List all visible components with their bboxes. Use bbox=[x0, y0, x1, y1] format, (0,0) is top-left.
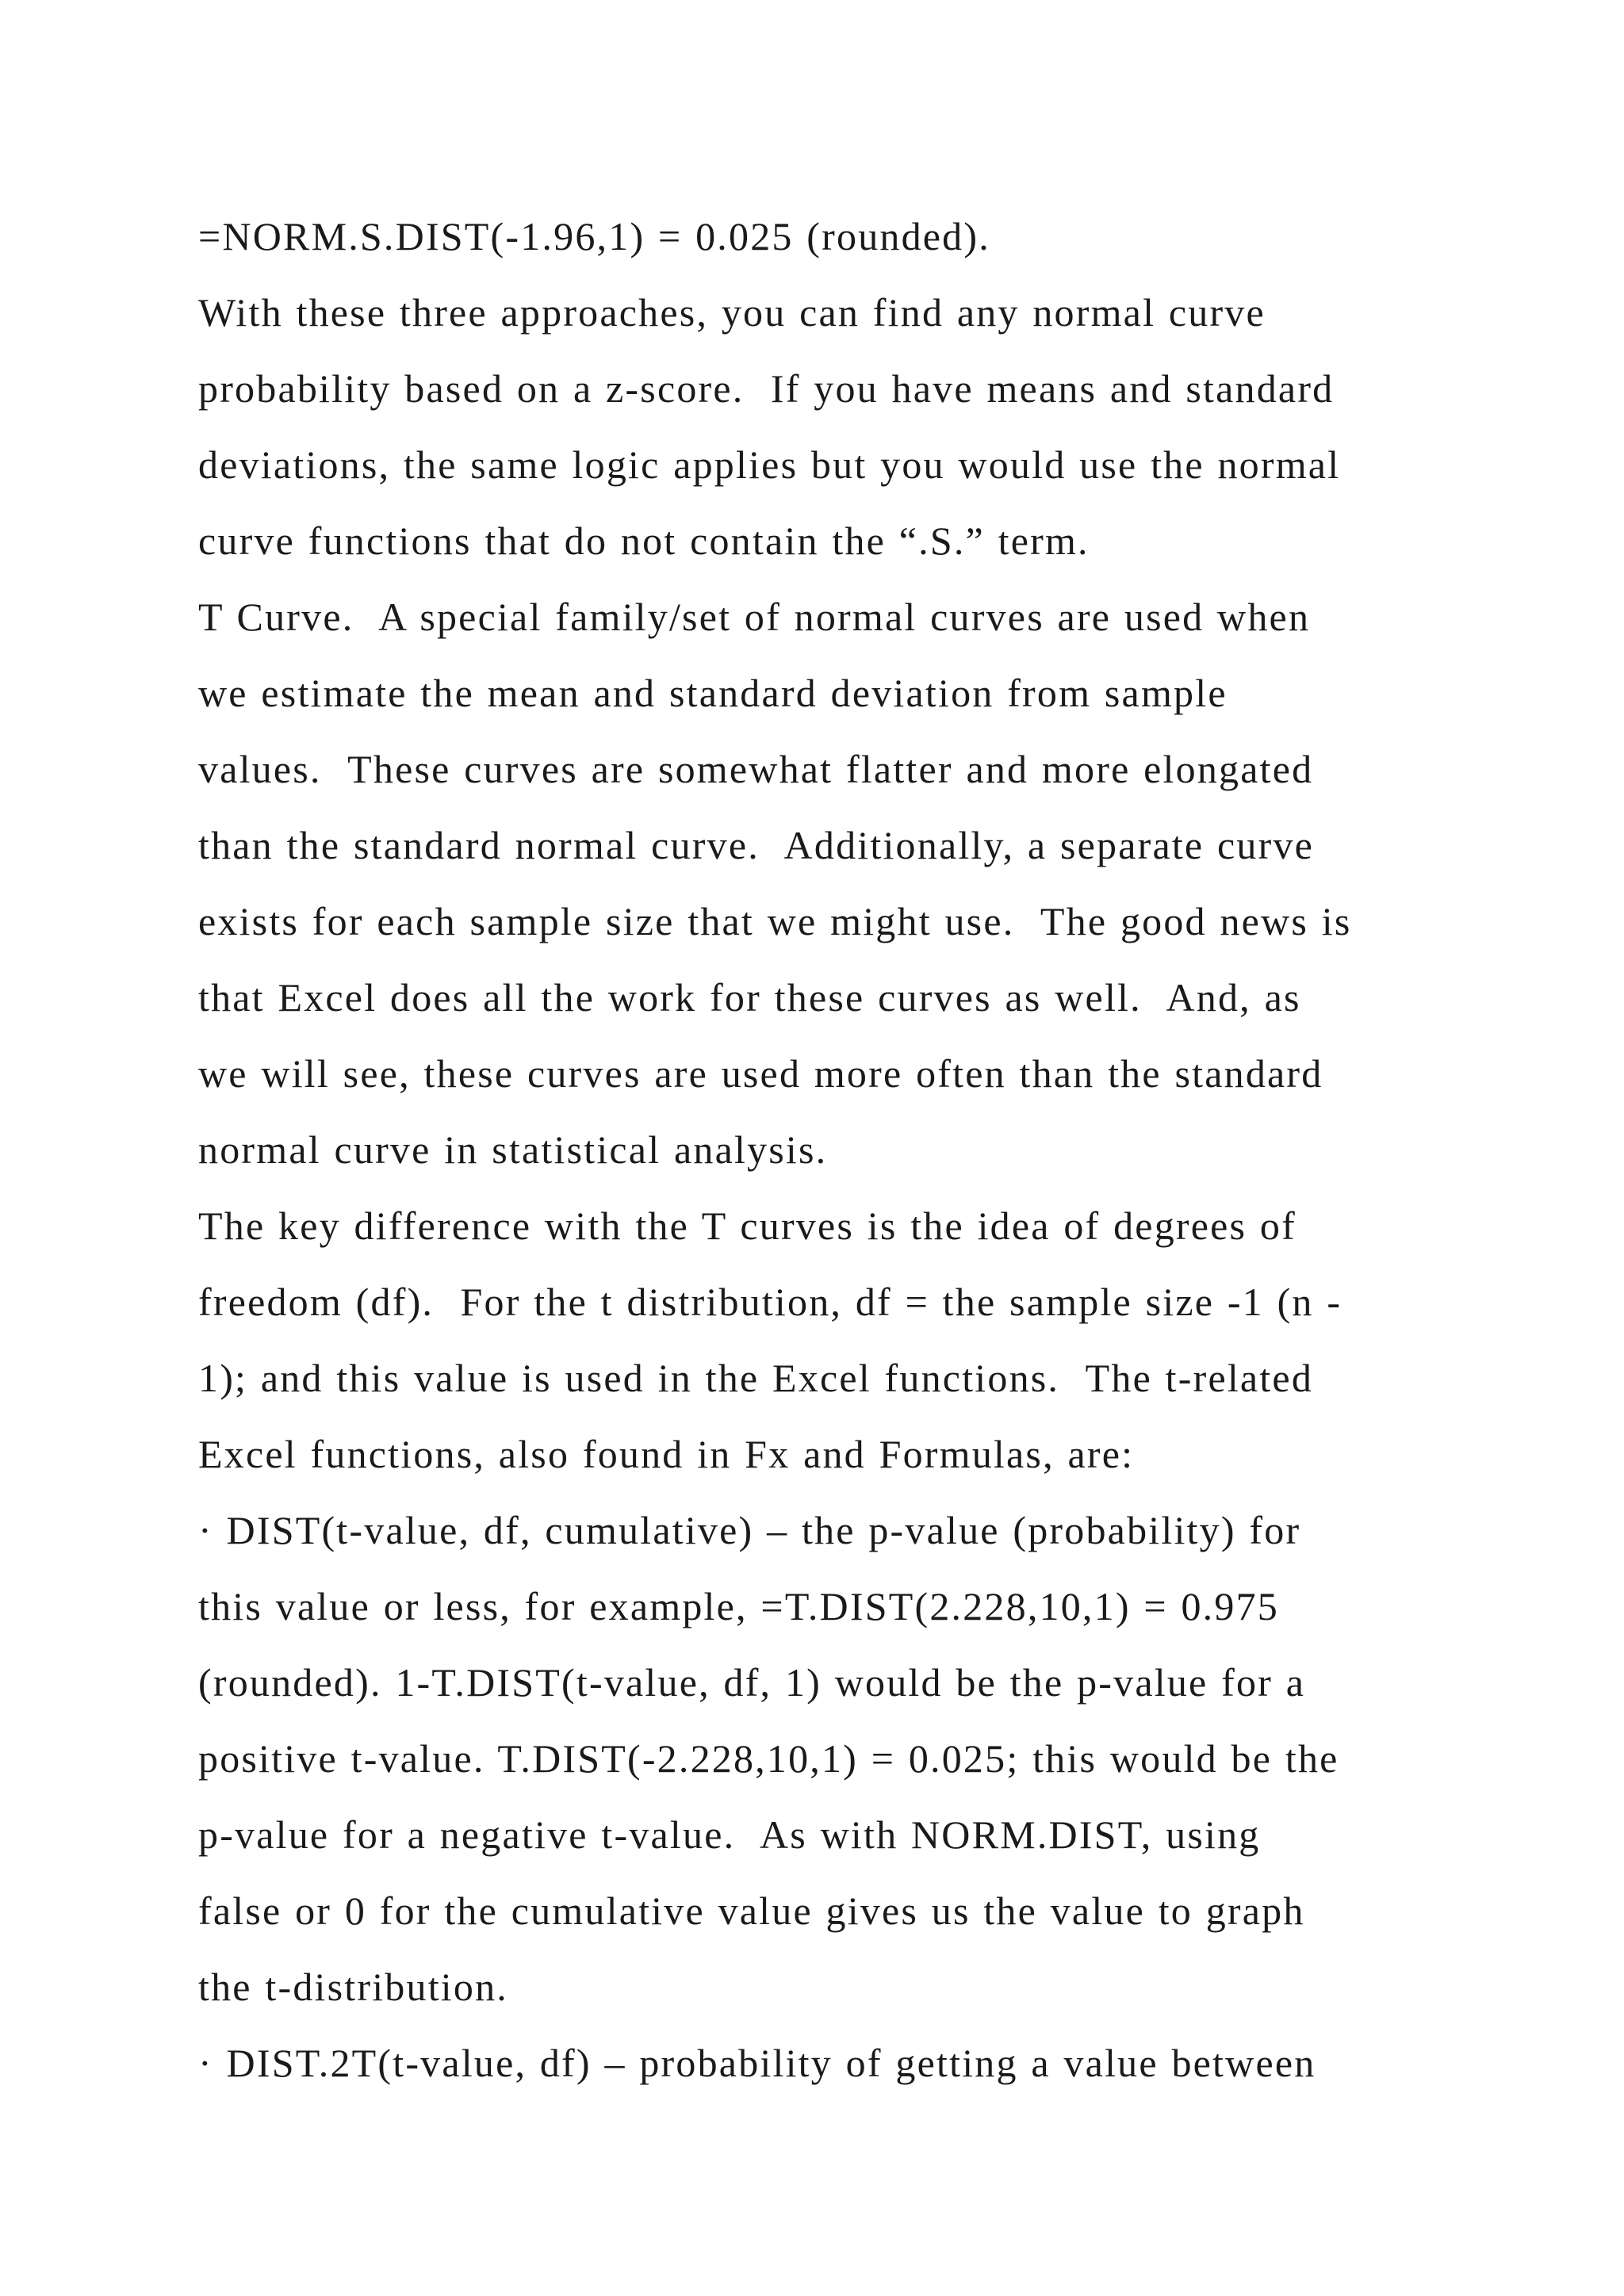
text-line: positive t-value. T.DIST(-2.228,10,1) = 0.025; this would be the bbox=[198, 1736, 1339, 1781]
text-line: · DIST.2T(t-value, df) – probability of getting a value between bbox=[198, 2041, 1316, 2085]
text-line: deviations, the same logic applies but you would use the normal bbox=[198, 442, 1341, 487]
text-line: Excel functions, also found in Fx and Formulas, are: bbox=[198, 1432, 1135, 1476]
text-line: exists for each sample size that we might use. The good news is bbox=[198, 899, 1352, 943]
text-line: (rounded). 1-T.DIST(t-value, df, 1) would be the p-value for a bbox=[198, 1660, 1306, 1705]
text-line: normal curve in statistical analysis. bbox=[198, 1127, 828, 1172]
body-text bbox=[198, 198, 1515, 2101]
text-line: than the standard normal curve. Additionally, a separate curve bbox=[198, 823, 1315, 867]
text-line: curve functions that do not contain the “.S.” term. bbox=[198, 519, 1090, 563]
text-line: freedom (df). For the t distribution, df = the sample size -1 (n - bbox=[198, 1280, 1342, 1324]
text-line: p-value for a negative t-value. As with NORM.DIST, using bbox=[198, 1812, 1261, 1857]
text-line: With these three approaches, you can find any normal curve bbox=[198, 290, 1266, 335]
text-line: we will see, these curves are used more often than the standard bbox=[198, 1051, 1323, 1096]
text-line: · DIST(t-value, df, cumulative) – the p-value (probability) for bbox=[198, 1508, 1301, 1552]
text-line: false or 0 for the cumulative value gives us the value to graph bbox=[198, 1888, 1305, 1933]
text-line: the t-distribution. bbox=[198, 1965, 508, 2009]
text-line: probability based on a z-score. If you have means and standard bbox=[198, 366, 1335, 411]
text-line: T Curve. A special family/set of normal curves are used when bbox=[198, 595, 1311, 639]
text-line: we estimate the mean and standard deviation from sample bbox=[198, 671, 1228, 715]
text-line: The key difference with the T curves is the idea of degrees of bbox=[198, 1203, 1297, 1248]
text-line: 1); and this value is used in the Excel functions. The t-related bbox=[198, 1356, 1314, 1400]
text-line: this value or less, for example, =T.DIST(2.228,10,1) = 0.975 bbox=[198, 1584, 1279, 1628]
text-line: =NORM.S.DIST(-1.96,1) = 0.025 (rounded). bbox=[198, 214, 990, 258]
text-line: values. These curves are somewhat flatter and more elongated bbox=[198, 747, 1314, 791]
text-line: that Excel does all the work for these curves as well. And, as bbox=[198, 975, 1301, 1020]
